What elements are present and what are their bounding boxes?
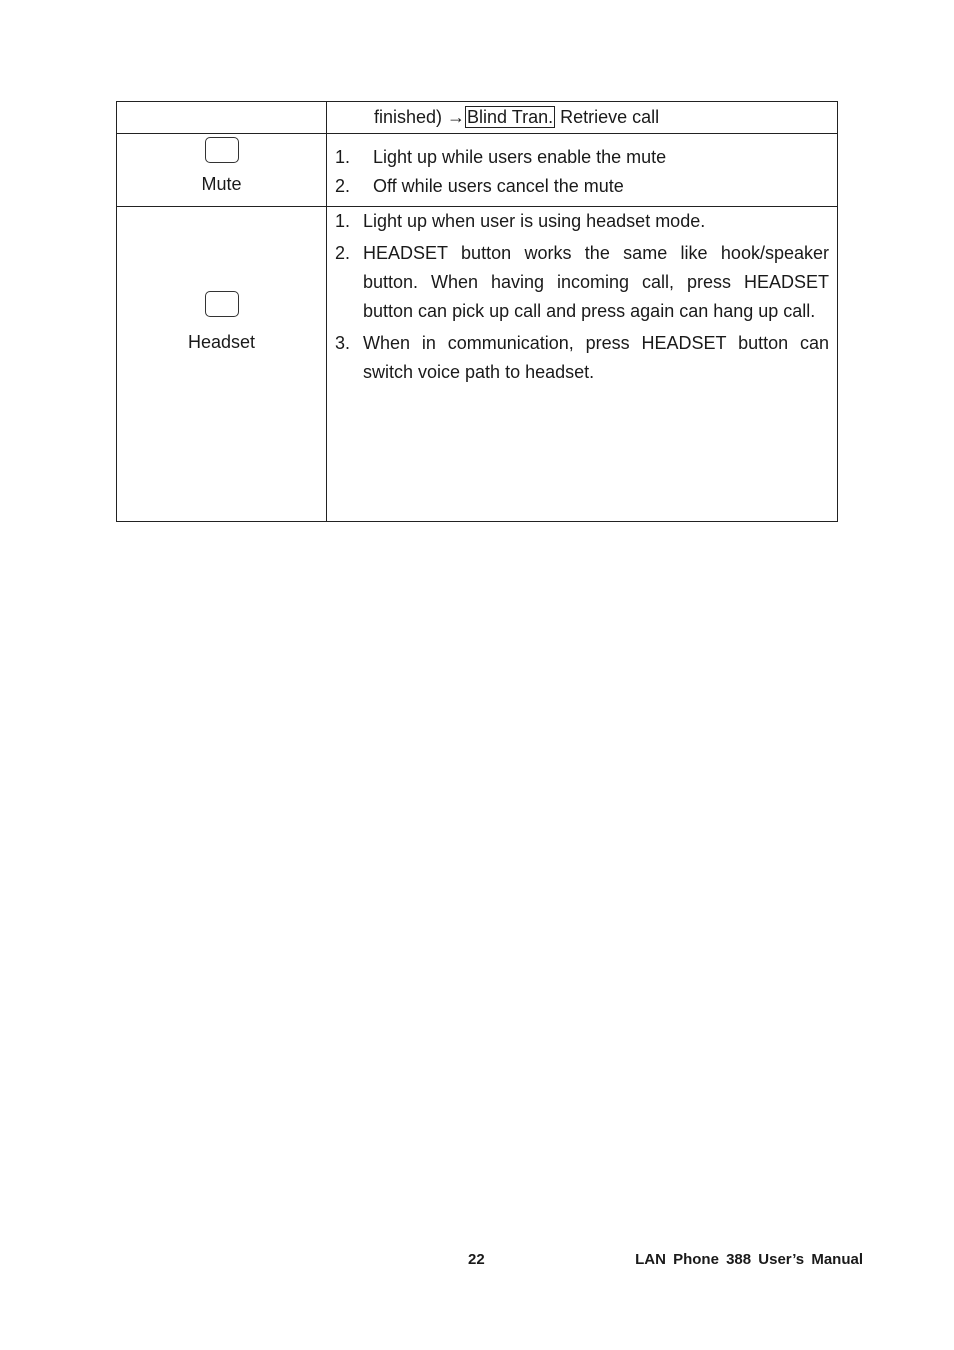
mute-key-label: Mute (201, 174, 242, 194)
list-item (335, 172, 829, 201)
list-number: 2. (335, 176, 351, 196)
list-text: HEADSET button works the same like hook/speaker button. When having incoming call, press HEADSET button can pick up call and press again can hang up call. (363, 243, 829, 321)
headset-description-cell (327, 207, 838, 522)
list-number: 3. (335, 333, 351, 353)
list-text: Light up while users enable the mute (373, 147, 667, 167)
list-number: 2. (335, 243, 351, 263)
list-text: When in communication, press HEADSET button can switch voice path to headset. (363, 333, 829, 382)
manual-title: LAN Phone 388 User’s Manual (635, 1251, 863, 1268)
headset-description-list (327, 207, 837, 387)
list-item (335, 329, 829, 387)
key-button-icon (205, 291, 239, 317)
list-number: 1. (335, 211, 351, 231)
headset-key-cell (117, 207, 327, 522)
table-row (117, 102, 838, 134)
description-cell (327, 102, 838, 134)
table-row (117, 207, 838, 522)
page-number: 22 (468, 1251, 485, 1268)
list-item (335, 239, 829, 326)
table-row (117, 134, 838, 207)
top-row-prefix: finished) → (374, 107, 466, 127)
mute-key-cell (117, 134, 327, 207)
key-function-table (116, 101, 838, 522)
headset-key-label: Headset (187, 332, 256, 352)
mute-description-list (327, 134, 837, 201)
top-row-suffix: Retrieve call (555, 107, 660, 127)
list-number: 1. (335, 147, 351, 167)
list-text: Light up when user is using headset mode. (363, 211, 706, 231)
blind-transfer-softkey-label: Blind Tran. (467, 107, 554, 127)
list-item (335, 207, 829, 236)
list-text: Off while users cancel the mute (373, 176, 624, 196)
list-item (335, 143, 829, 172)
mute-description-cell (327, 134, 838, 207)
key-button-icon (205, 137, 239, 163)
key-cell-empty (117, 102, 327, 134)
